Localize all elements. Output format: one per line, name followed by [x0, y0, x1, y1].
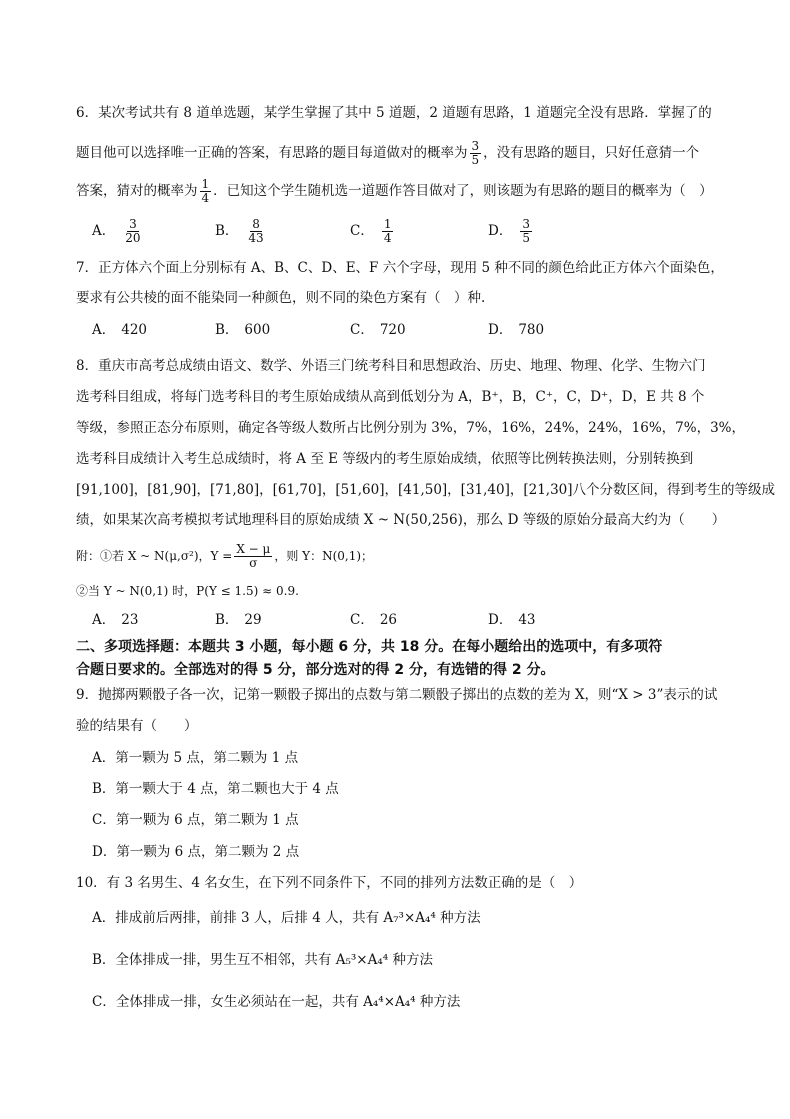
q8-note-1: 附：①若 X ~ N(μ,σ²)，Y = $\frac{X - \mu}{\sigma}$ ，则 Y：N(0,1)；: [76, 542, 374, 570]
q7-line-2: 要求有公共棱的面不能染同一种颜色，则不同的染色方案有（ ）种.: [76, 290, 486, 306]
q6-options: [92, 218, 730, 244]
q8-option-a[interactable]: A． 23: [92, 612, 139, 628]
q10-option-b[interactable]: B．全体排成一排，男生互不相邻，共有 A₅³×A₄⁴ 种方法: [92, 952, 433, 968]
q8-line-2: 选考科目组成，将每门选考科目的考生原始成绩从高到低划分为 A，B⁺，B，C⁺，C，D⁺，D，E 共 8 个: [76, 389, 705, 405]
q8-line-4: 选考科目成绩计入考生总成绩时，将 A 至 E 等级内的考生原始成绩，依照等比例转换法则，分别转换到: [76, 451, 694, 467]
q8-option-d[interactable]: D． 43: [488, 612, 536, 628]
q8-line-6: 绩，如果某次高考模拟考试地理科目的原始成绩 X ~ N(50,256)，那么 D 等级的原始分最高大约为（ ）: [76, 512, 726, 528]
q6-option-a[interactable]: A． $\frac{3}{20}$: [92, 217, 141, 245]
q6-option-d[interactable]: D． $\frac{3}{5}$: [488, 217, 530, 245]
q10-option-c[interactable]: C．全体排成一排，女生必须站在一起，共有 A₄⁴×A₄⁴ 种方法: [92, 994, 461, 1010]
q10-line-1: 10．有 3 名男生、4 名女生，在下列不同条件下，不同的排列方法数正确的是（ ）: [76, 875, 583, 891]
q7-option-a[interactable]: A． 420: [92, 322, 148, 338]
q8-line-3: 等级，参照正态分布原则，确定各等级人数所占比例分别为 3%，7%，16%，24%，24%，16%，7%，3%，: [76, 420, 745, 436]
q8-standardization-fraction: $\frac{X - \mu}{\sigma}$: [236, 542, 271, 570]
q6-option-c[interactable]: C． $\frac{1}{4}$: [350, 217, 392, 245]
q9-option-d[interactable]: D．第一颗为 6 点，第二颗为 2 点: [92, 844, 300, 860]
section-2-heading-line-1: 二、多项选择题：本题共 3 小题，每小题 6 分，共 18 分。在每小题给出的选项中，有多项符: [76, 639, 663, 655]
section-2-heading-line-2: 合题日要求的。全部选对的得 5 分，部分选对的得 2 分，有选错的得 2 分。: [76, 662, 555, 678]
q8-options: [92, 607, 730, 633]
q8-line-1: 8．重庆市高考总成绩由语文、数学、外语三门统考科目和思想政治、历史、地理、物理、化学、生物六门: [76, 358, 706, 374]
q8-note-2: ②当 Y ~ N(0,1) 时，P(Y ≤ 1.5) ≈ 0.9.: [76, 584, 299, 598]
q8-option-c[interactable]: C． 26: [350, 612, 398, 628]
q6-fraction-1-4: $\frac{1}{4}$: [201, 177, 210, 205]
q7-option-d[interactable]: D． 780: [488, 322, 545, 338]
q7-line-1: 7．正方体六个面上分别标有 A、B、C、D、E、F 六个字母，现用 5 种不同的颜色给此正方体六个面染色，: [76, 260, 724, 276]
q6-line-1: 6．某次考试共有 8 道单选题，某学生掌握了其中 5 道题，2 道题有思路，1 道题完全没有思路．掌握了的: [76, 105, 712, 121]
q7-option-c[interactable]: C． 720: [350, 322, 406, 338]
q7-option-b[interactable]: B． 600: [215, 322, 271, 338]
q7-options: [92, 317, 730, 343]
q6-line-2: 题目他可以选择唯一正确的答案，有思路的题目每道做对的概率为 $\frac{3}{5}$ ，没有思路的题目，只好任意猜一个: [76, 139, 700, 167]
q9-option-a[interactable]: A．第一颗为 5 点，第二颗为 1 点: [92, 750, 299, 766]
q9-line-1: 9．抛掷两颗骰子各一次，记第一颗骰子掷出的点数与第二颗骰子掷出的点数的差为 X，则“X > 3”表示的试: [76, 687, 718, 703]
q9-option-b[interactable]: B．第一颗大于 4 点，第二颗也大于 4 点: [92, 781, 339, 797]
q6-line-3: 答案，猜对的概率为 $\frac{1}{4}$ ．已知这个学生随机选一道题作答目做对了，则该题为有思路的题目的概率为（ ）: [76, 177, 713, 205]
q6-option-b[interactable]: B． $\frac{8}{43}$: [215, 217, 264, 245]
q8-line-5: [91,100]，[81,90]，[71,80]，[61,70]，[51,60]，[41,50]，[31,40]，[21,30]八个分数区间，得到考生的等级成: [76, 482, 776, 498]
q9-line-2: 验的结果有（ ）: [76, 718, 198, 734]
q6-fraction-3-5: $\frac{3}{5}$: [471, 139, 480, 167]
q8-option-b[interactable]: B． 29: [215, 612, 262, 628]
q9-option-c[interactable]: C．第一颗为 6 点，第二颗为 1 点: [92, 812, 299, 828]
q10-option-a[interactable]: A．排成前后两排，前排 3 人，后排 4 人，共有 A₇³×A₄⁴ 种方法: [92, 910, 481, 926]
